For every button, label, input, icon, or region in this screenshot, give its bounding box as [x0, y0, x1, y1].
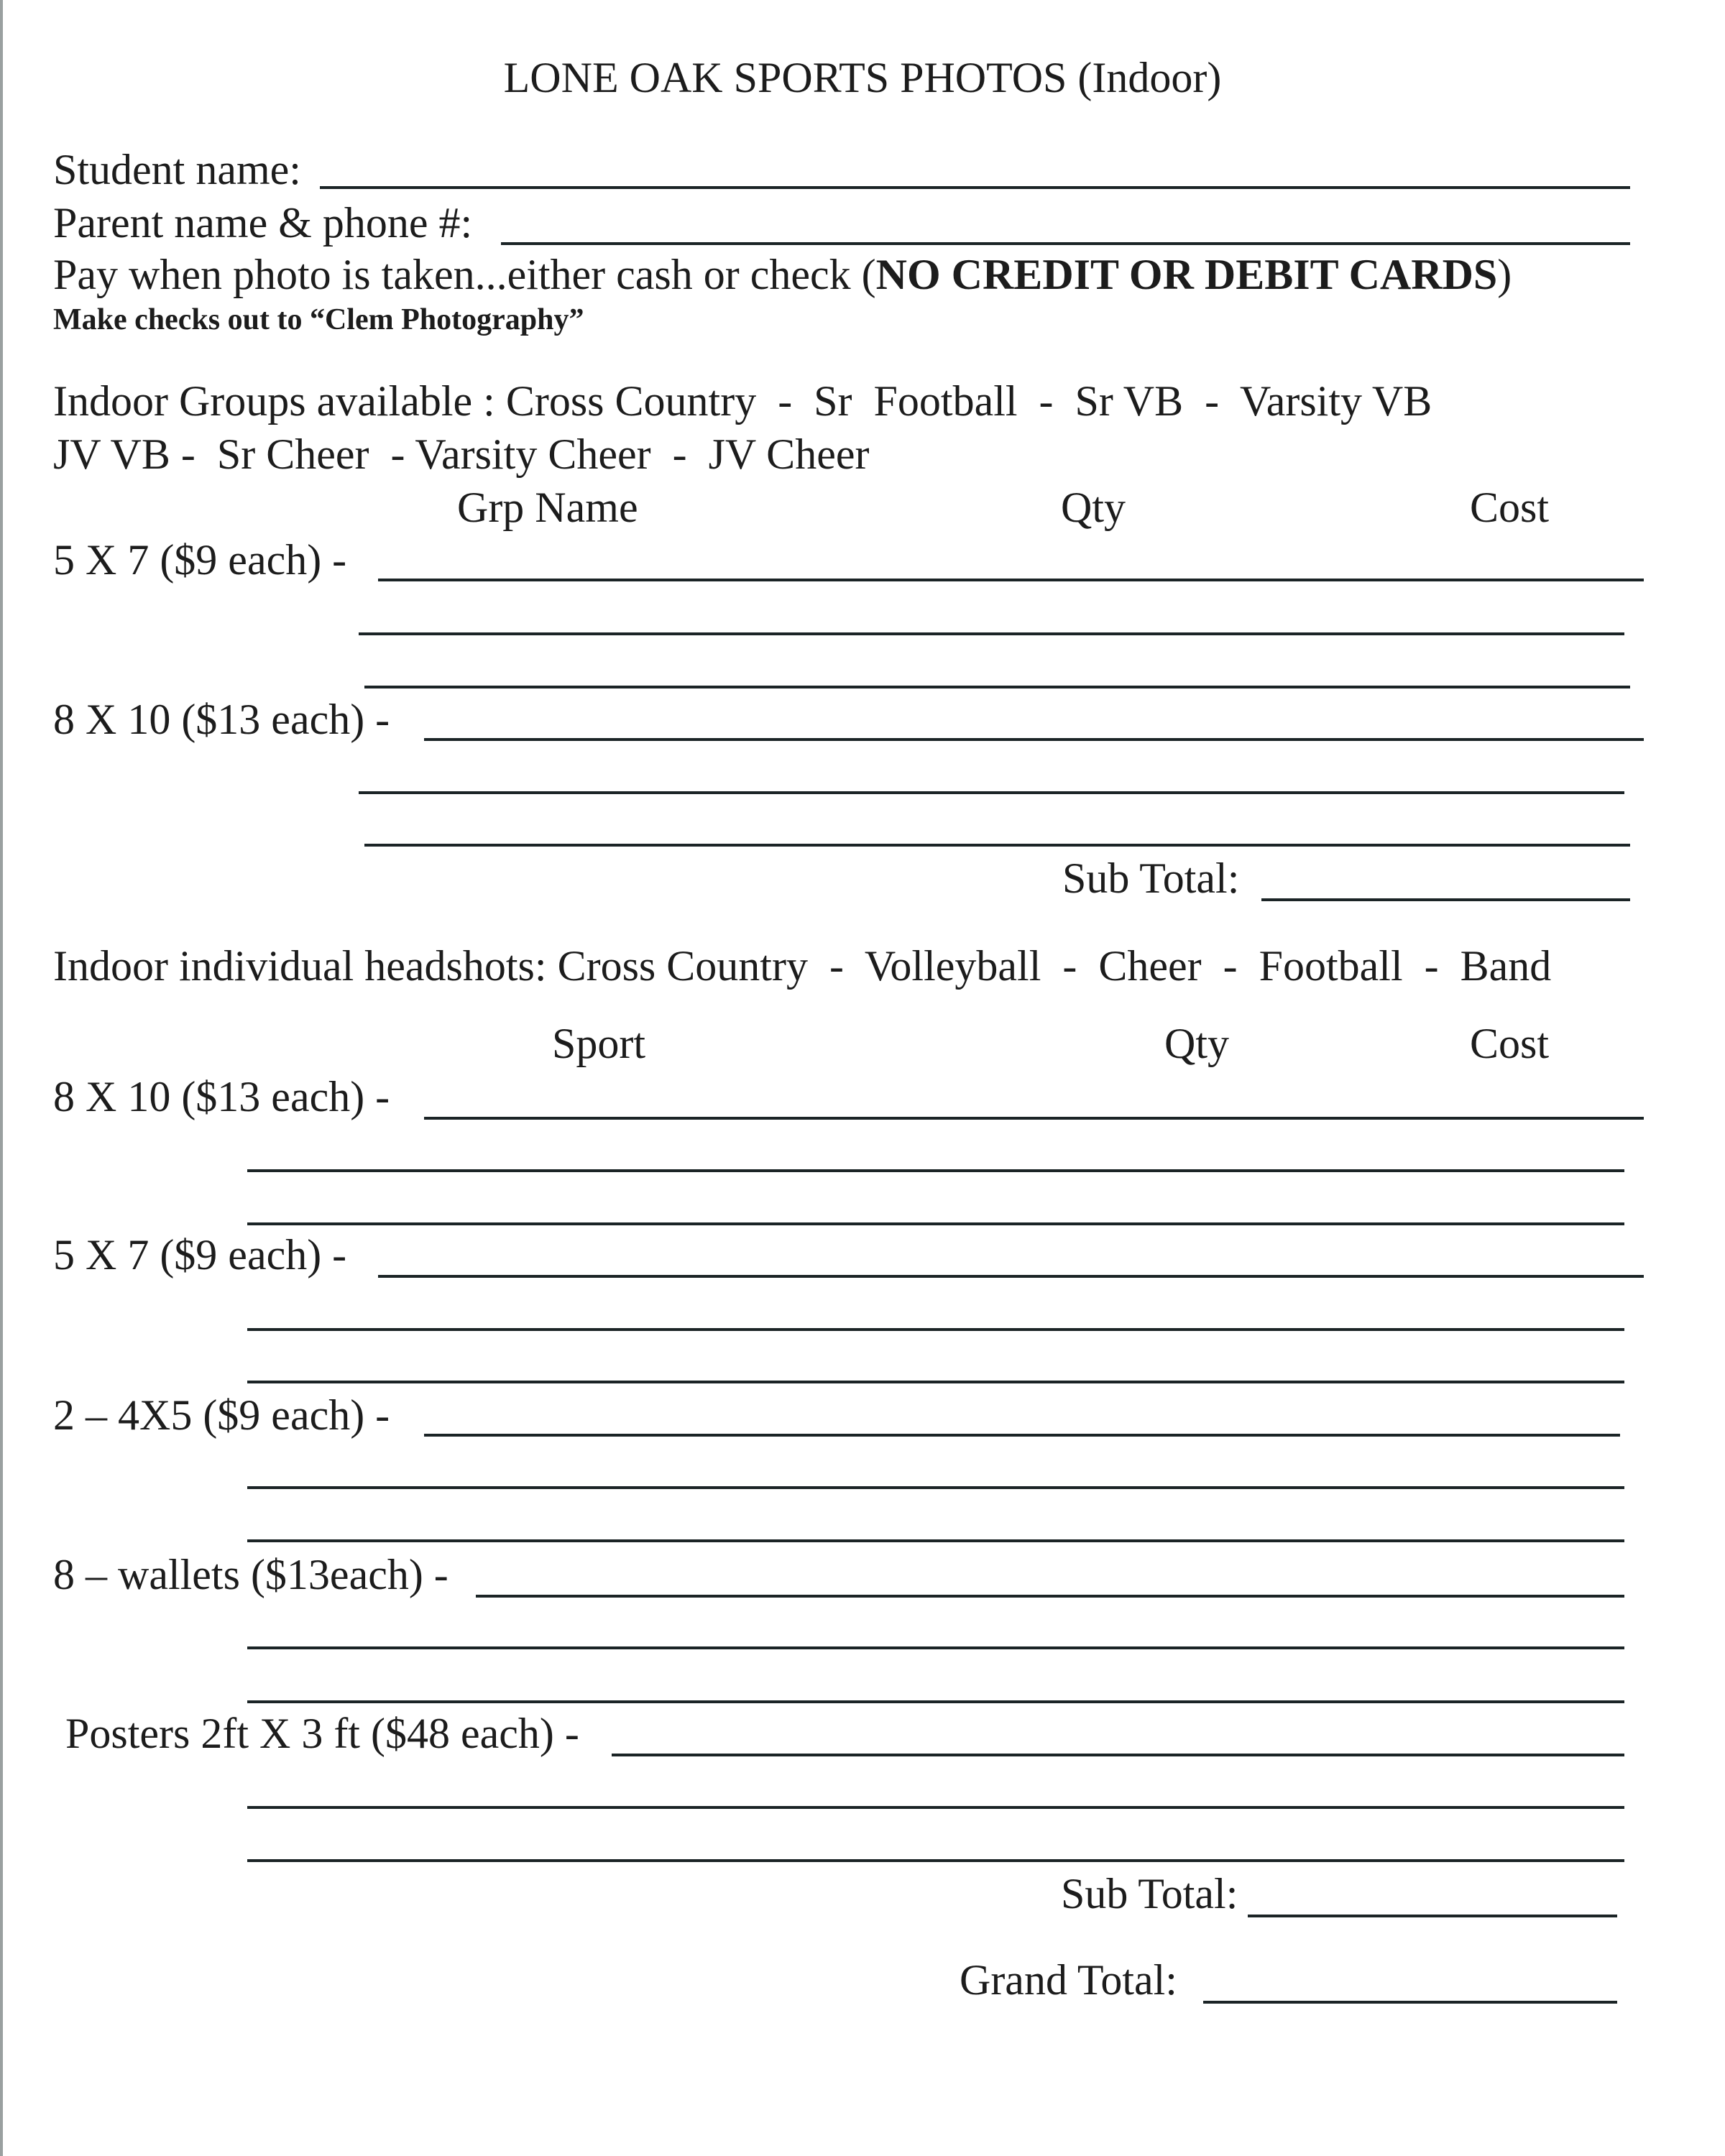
grand-total-label: Grand Total: — [960, 1956, 1177, 2004]
header-grp-name: Grp Name — [457, 484, 638, 531]
student-name-label: Student name: — [53, 146, 301, 193]
ind-posters-field-3[interactable] — [247, 1859, 1624, 1862]
header-qty: Qty — [1061, 484, 1126, 531]
group-8x10-field-3[interactable] — [364, 844, 1630, 847]
group-5x7-field-3[interactable] — [364, 686, 1630, 688]
parent-label: Parent name & phone #: — [53, 199, 473, 247]
page-title: LONE OAK SPORTS PHOTOS (Indoor) — [503, 54, 1222, 101]
groups-available-line2: JV VB - Sr Cheer - Varsity Cheer - JV Cheer — [53, 430, 870, 478]
grand-total-field[interactable] — [1203, 2001, 1617, 2004]
scan-edge — [0, 0, 3, 2156]
individual-headshots-line: Indoor individual headshots: Cross Country - Volleyball - Cheer - Football - Band — [53, 942, 1552, 990]
ind-4x5-field-2[interactable] — [247, 1486, 1624, 1489]
group-8x10-field-1[interactable] — [424, 738, 1644, 741]
ind-8x10-field-1[interactable] — [424, 1117, 1644, 1120]
group-5x7-field-2[interactable] — [359, 632, 1624, 635]
ind-wallets-field-3[interactable] — [247, 1700, 1624, 1703]
payment-paren: ) — [1497, 251, 1512, 298]
payment-note — [53, 253, 1512, 296]
header-qty: Qty — [1164, 1020, 1229, 1067]
header-cost: Cost — [1470, 1020, 1550, 1067]
group-item-label: 5 X 7 ($9 each) - — [53, 536, 347, 584]
ind-5x7-field-2[interactable] — [247, 1328, 1624, 1331]
payment-text: Pay when photo is taken...either cash or check ( — [53, 251, 876, 298]
individual-item-label: 5 X 7 ($9 each) - — [53, 1231, 347, 1279]
group-subtotal-label: Sub Total: — [1062, 854, 1240, 902]
ind-posters-field-2[interactable] — [247, 1806, 1624, 1809]
individual-item-label: 2 – 4X5 ($9 each) - — [53, 1391, 390, 1439]
ind-wallets-field-2[interactable] — [247, 1646, 1624, 1649]
ind-wallets-field-1[interactable] — [476, 1595, 1624, 1598]
ind-5x7-field-1[interactable] — [378, 1275, 1644, 1278]
ind-5x7-field-3[interactable] — [247, 1381, 1624, 1383]
ind-8x10-field-3[interactable] — [247, 1222, 1624, 1225]
checks-note: Make checks out to “Clem Photography” — [53, 303, 584, 336]
header-sport: Sport — [552, 1020, 646, 1067]
group-5x7-field-1[interactable] — [378, 579, 1644, 581]
individual-subtotal-field[interactable] — [1248, 1915, 1617, 1917]
group-item-label: 8 X 10 ($13 each) - — [53, 696, 390, 743]
ind-4x5-field-1[interactable] — [424, 1434, 1620, 1437]
individual-subtotal-label: Sub Total: — [1061, 1870, 1238, 1917]
group-subtotal-field[interactable] — [1261, 898, 1630, 901]
ind-posters-field-1[interactable] — [612, 1754, 1624, 1756]
ind-4x5-field-3[interactable] — [247, 1539, 1624, 1542]
individual-item-label: Posters 2ft X 3 ft ($48 each) - — [65, 1710, 579, 1757]
student-name-field[interactable] — [320, 186, 1630, 189]
group-8x10-field-2[interactable] — [359, 791, 1624, 794]
header-cost: Cost — [1470, 484, 1550, 531]
no-cards-warning: NO CREDIT OR DEBIT CARDS — [875, 251, 1498, 298]
groups-available-line1: Indoor Groups available : Cross Country - Sr Football - Sr VB - Varsity VB — [53, 377, 1432, 425]
ind-8x10-field-2[interactable] — [247, 1169, 1624, 1172]
parent-field[interactable] — [501, 242, 1630, 245]
individual-item-label: 8 – wallets ($13each) - — [53, 1551, 448, 1598]
individual-item-label: 8 X 10 ($13 each) - — [53, 1073, 390, 1120]
